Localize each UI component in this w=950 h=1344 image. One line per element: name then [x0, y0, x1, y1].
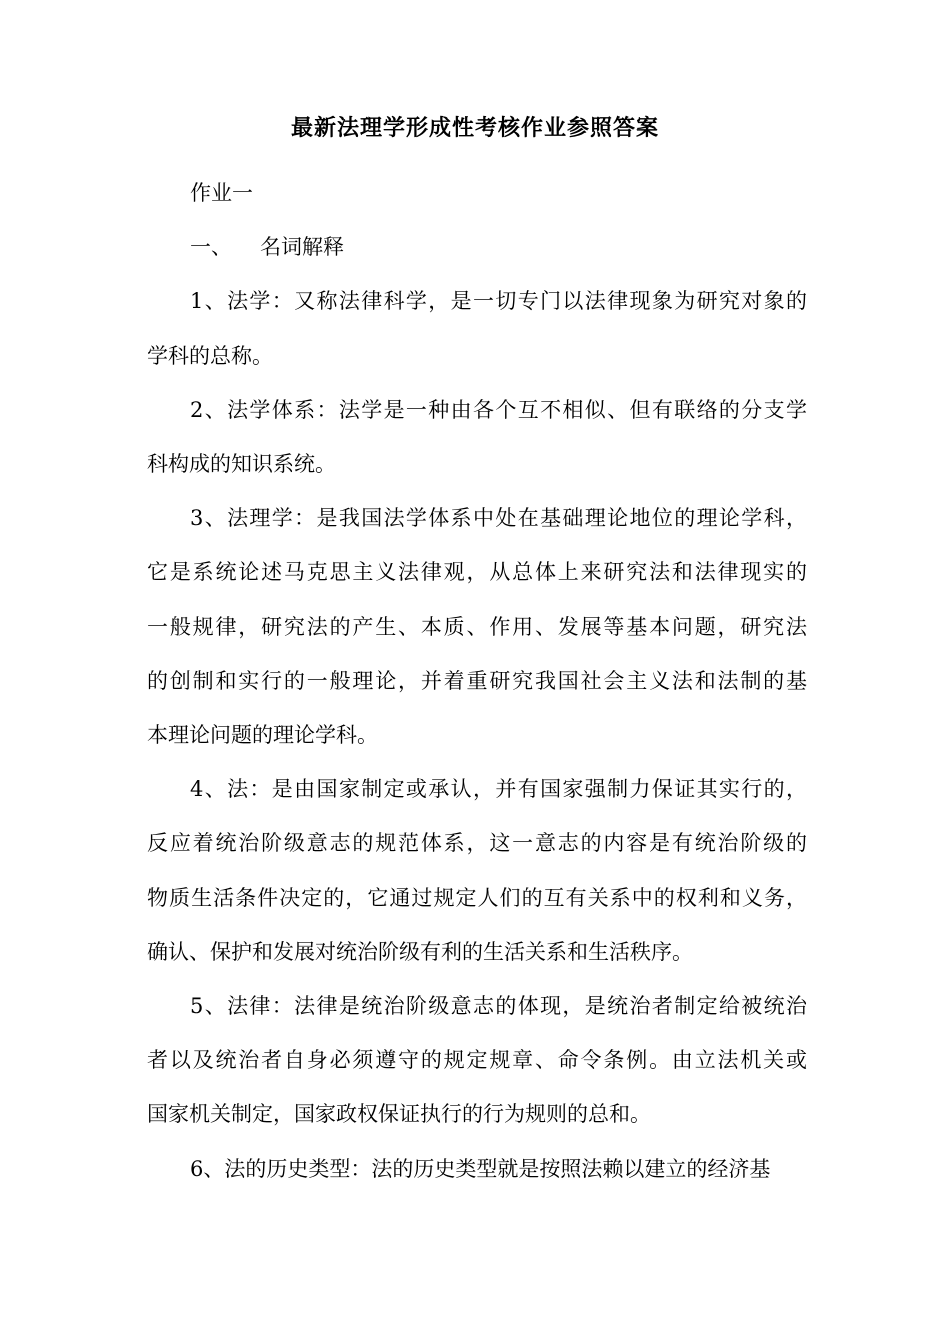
definition-line: 1、法学：又称法律科学，是一切专门以法律现象为研究对象的: [190, 289, 807, 314]
definition-entry: [147, 383, 807, 491]
section-heading: [147, 220, 807, 274]
definition-entry: [147, 274, 807, 382]
definition-line: 它是系统论述马克思主义法律观，从总体上来研究法和法律现实的: [147, 560, 807, 585]
definition-list: [147, 274, 807, 1195]
definition-line: 4、法：是由国家制定或承认，并有国家强制力保证其实行的，: [190, 777, 807, 802]
definition-line: 确认、保护和发展对统治阶级有利的生活关系和生活秩序。: [147, 939, 693, 964]
definition-line: 2、法学体系：法学是一种由各个互不相似、但有联络的分支学: [190, 397, 807, 422]
definition-line: 的创制和实行的一般理论，并着重研究我国社会主义法和法制的基: [147, 668, 807, 693]
definition-line: 5、法律：法律是统治阶级意志的体现，是统治者制定给被统治: [190, 994, 807, 1019]
document-body: [147, 166, 807, 1196]
definition-line: 一般规律，研究法的产生、本质、作用、发展等基本问题，研究法: [147, 614, 807, 639]
definition-line: 3、法理学：是我国法学体系中处在基础理论地位的理论学科，: [190, 506, 807, 531]
definition-line: 反应着统治阶级意志的规范体系，这一意志的内容是有统治阶级的: [147, 831, 807, 856]
definition-entry: [147, 1142, 807, 1196]
definition-line: 6、法的历史类型：法的历史类型就是按照法赖以建立的经济基: [190, 1156, 771, 1181]
assignment-heading: 作业一: [190, 181, 253, 205]
definition-line: 者以及统治者自身必须遵守的规定规章、命令条例。由立法机关或: [147, 1048, 807, 1073]
definition-entry: [147, 491, 807, 762]
definition-entry: [147, 762, 807, 979]
section-number: 一、: [190, 235, 232, 260]
document-title: 最新法理学形成性考核作业参照答案: [290, 115, 659, 141]
definition-line: 国家机关制定，国家政权保证执行的行为规则的总和。: [147, 1102, 651, 1127]
definition-entry: [147, 979, 807, 1142]
section-title: 名词解释: [260, 235, 344, 260]
definition-line: 本理论问题的理论学科。: [147, 723, 378, 748]
definition-line: 物质生活条件决定的，它通过规定人们的互有关系中的权利和义务，: [147, 885, 807, 910]
definition-line: 学科的总称。: [147, 343, 273, 368]
definition-line: 科构成的知识系统。: [147, 452, 336, 477]
